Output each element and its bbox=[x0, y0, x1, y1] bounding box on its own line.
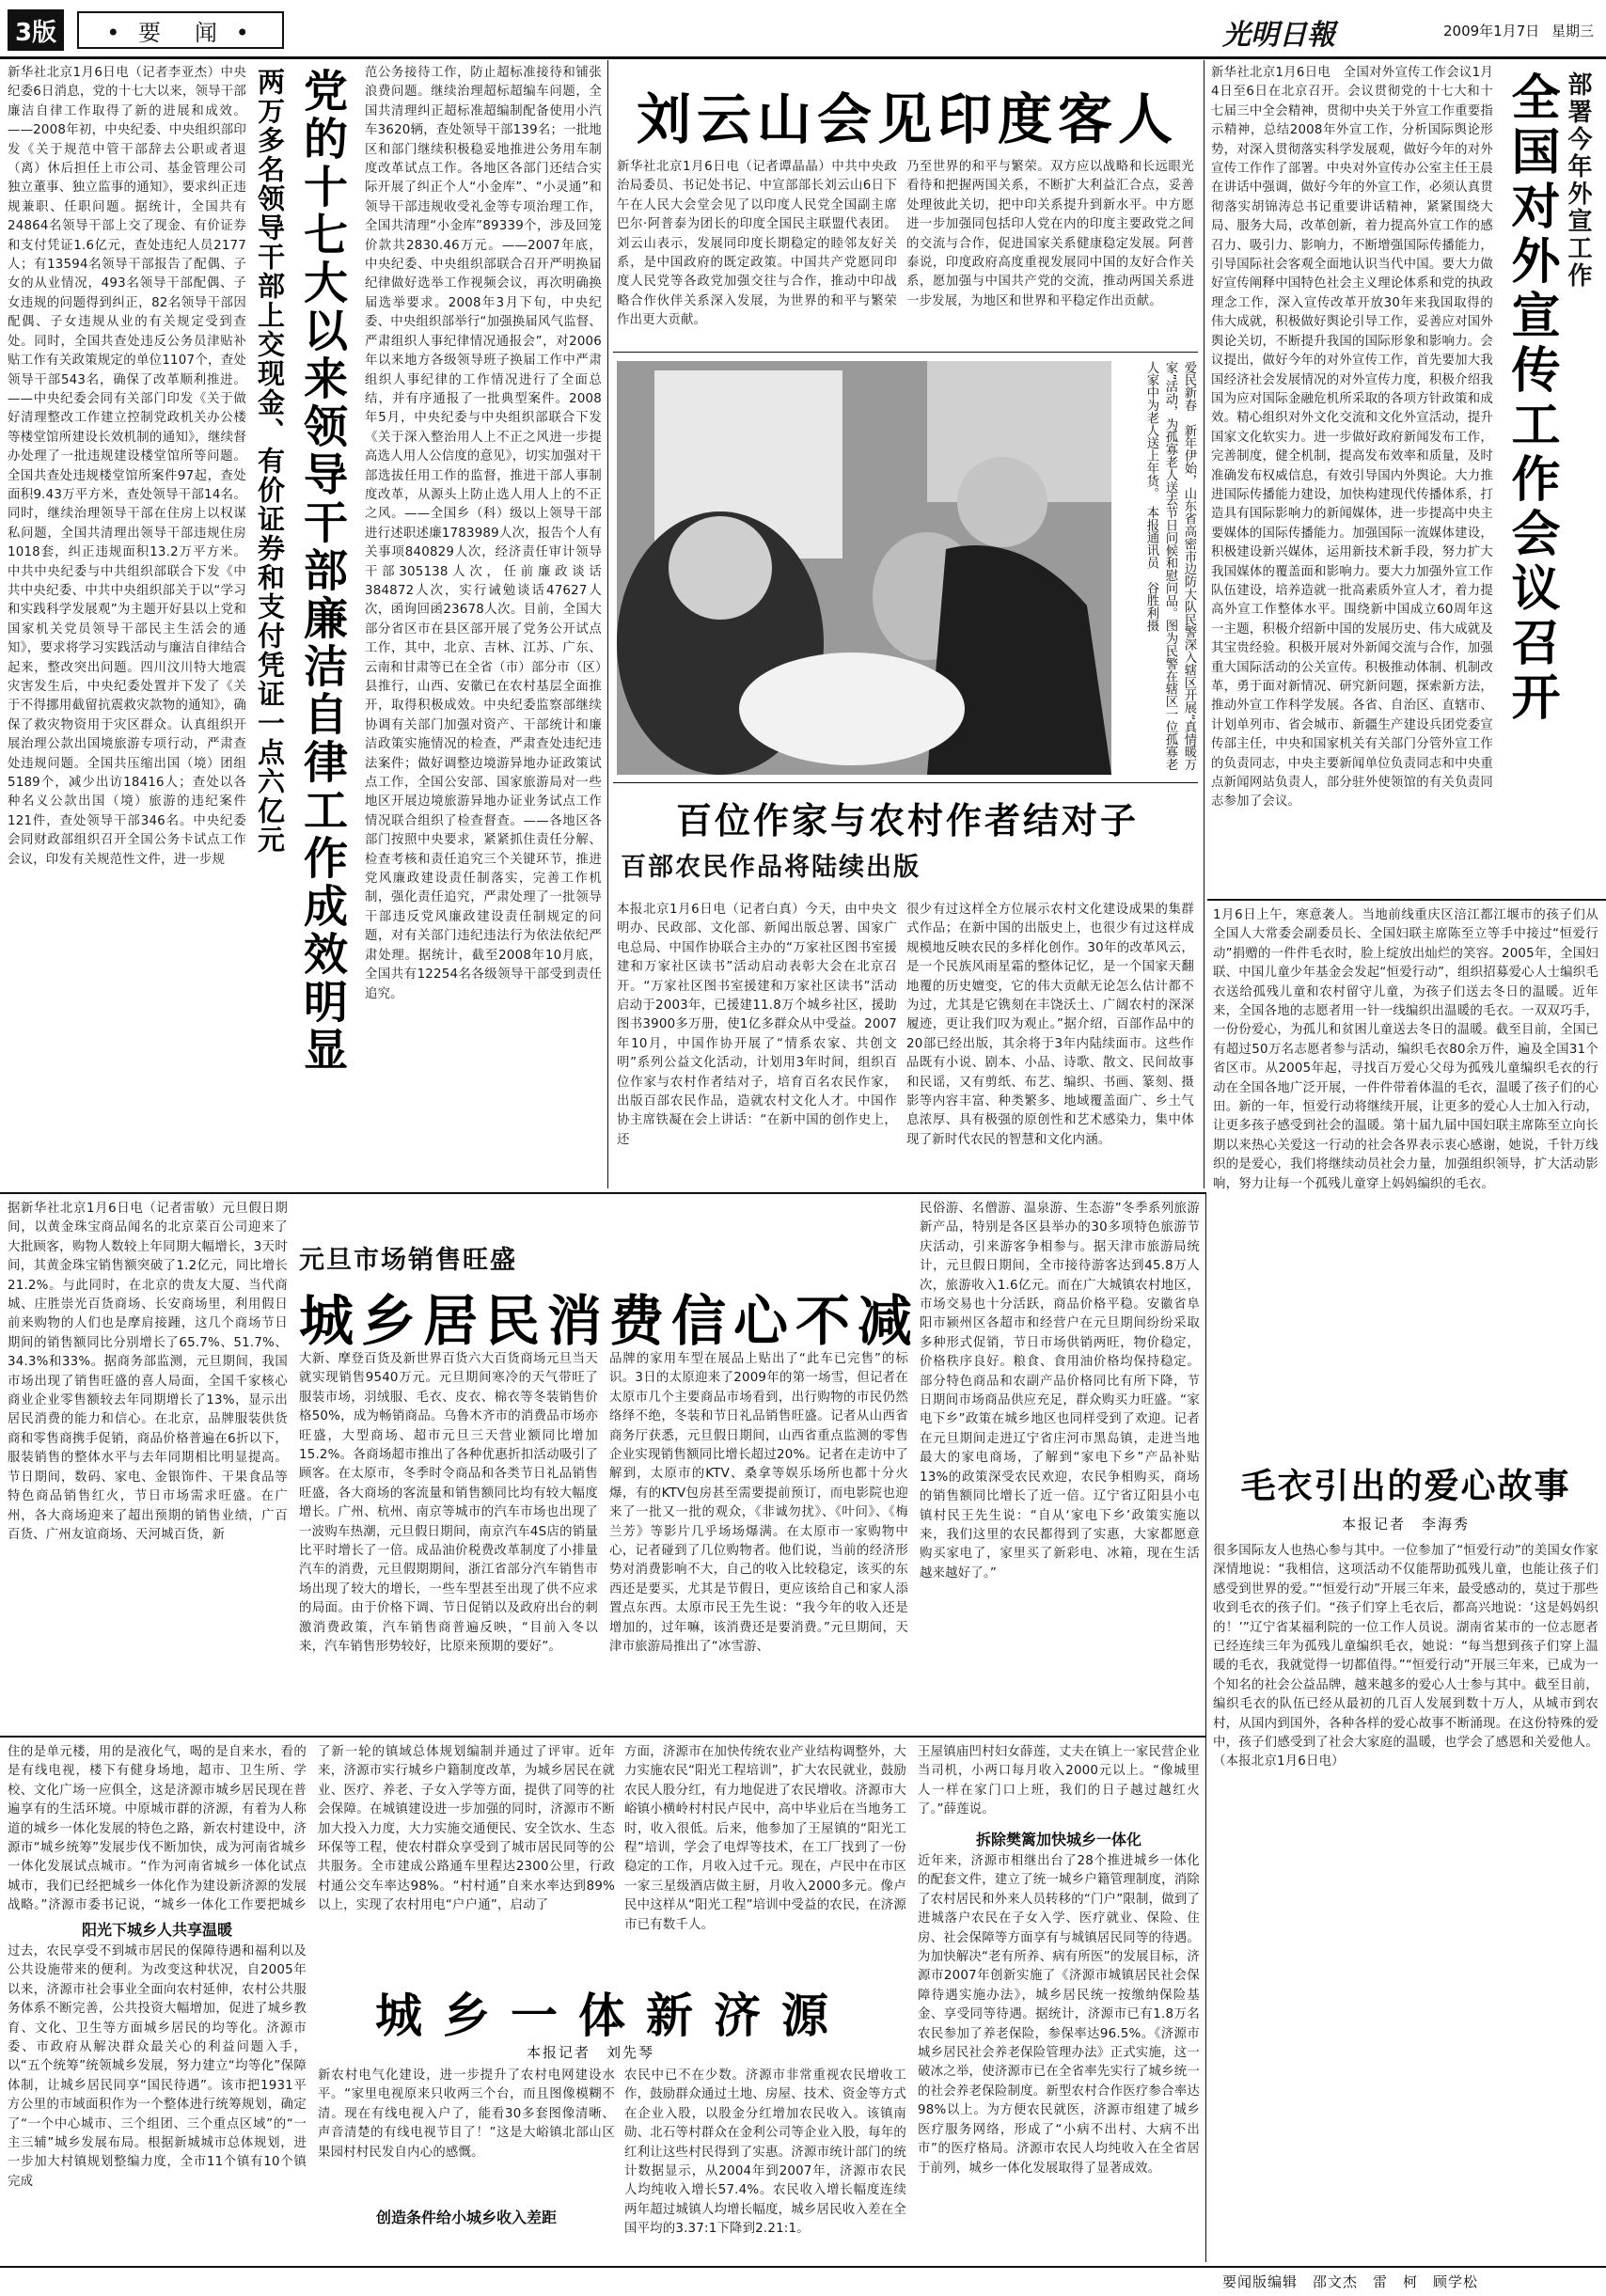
sweater-byline: 本报记者 李海秀 bbox=[1341, 1516, 1470, 1533]
writers-top-rule bbox=[613, 782, 1198, 783]
jiyuan-subhead-3: 创造条件给小城乡收入差距 bbox=[375, 2209, 557, 2226]
jiyuan-col4: 王屋镇庙凹村妇女薛莲，丈夫在镇上一家民营企业当司机，小两口每月收入2000元以上。“像城里人一样在家门口上班，我们的日子越过越红火了。”薛莲说。 bbox=[918, 1745, 1200, 1817]
spending-headline: 城乡居民消费信心不减 bbox=[299, 1289, 921, 1353]
publicity-bottom-rule bbox=[1207, 899, 1606, 901]
col-divider-3 bbox=[1205, 1192, 1206, 2262]
jiyuan-col1: 住的是单元楼，用的是液化气，喝的是自来水，看的是有线电视，楼下有健身场地，超市、卫生所、学校、文化广场一应俱全，这是济源市城乡居民现在普遍享有的生活环境。中原城市群的济源，有着为人称道的城乡一体化发展的特色之路，新农村建设中，济源市“城乡统筹”发展步伐不断加快，成为河南省城乡一体化发展试点城市。“作为河南省城乡一体化试点城市，我们已经把城乡一体化作为建设新济源的发展战略。”济源市委书记说，“城乡一体化工作要把城乡 bbox=[8, 1745, 307, 1912]
lian-col2: 范公务接待工作，防止超标准接待和铺张浪费问题。继续治理超标超编车问题，全国共清理纠正超标准超编制配备使用小汽车3620辆，查处领导干部139名；一批地区和部门继续积极稳妥地推进公务用车制度改革试点工作。各地区各部门还结合实际开展了纠正个人“小金库”、“小灵通”和领导干部违规收受礼金等专项治理工作，全国共清理“小金库”89339个，涉及回笼价款共2830.46万元。——2007年底，中央纪委、中央组织部联合召开严明换届纪律做好选举工作视频会议，再次明确换届选举要求。2008年3月下旬，中央纪委、中央组织部举行“加强换届风气监督、严肃组织人事纪律情况通报会”，对2006年以来地方各级领导班子换届工作中严肃组织人事纪律的工作情况进行了全面总结，并有序通报了一批典型案件。2008年5月，中央纪委与中央组织部联合下发《关于深入整治用人上不正之风进一步提高选人用人公信度的意见》，切实加强对干部选拔任用工作的监督，推进干部人事制度改革，从源头上防止选人用人上的不正之风。——全国乡（科）级以上领导干部进行述职述廉1783989人次，报告个人有关事项840829人次，经济责任审计领导干部305138人次，任前廉政谈话384872人次，实行诫勉谈话47627人次，函询回函23678人次。目前，全国大部分省区市在县区部开展了党务公开试点工作，其中，北京、吉林、江苏、广东、云南和甘肃等已在全省（市）部分市（区）县推行，山西、安徽已在农村基层全面推开，取得积极成效。中央纪委监察部继续协调有关部门加强对资产、干部统计和廉洁政策实施情况的检查，严肃查处违纪违法案件；做好调整边境游异地办证政策试点工作，全国公安部、国家旅游局对一些地区开展边境旅游异地办证业务试点工作情况联合组织了检查督查。——各地区各部门按照中央要求，紧紧抓住责任分解、检查考核和责任追究三个关键环节，推进党风廉政建设责任制落实，完善工作机制，强化责任追究，严肃处理了一批领导干部违反党风廉政建设责任制规定的问题，对有关部门违纪违法行为依法依纪严肃处理。据统计，截至2008年10月底，全国共有12254名各级领导干部受到责任追究。 bbox=[365, 66, 602, 1001]
jiyuan-col4b: 近年来，济源市相继出台了28个推进城乡一体化的配套文件，建立了统一城乡户籍管理制度，消除了农村居民和外来人员转移的“门户”限制，做到了进城落户农民在子女入学、医疗就业、保险、住房、社会保障等方面享有与城镇居民同等的待遇。为加快解决“老有所养、病有所医”的发展目标，济源市2007年创新实施了《济源市城镇居民社会保障待遇实施办法》，城乡居民统一按缴纳保险基金、享受同等待遇。据统计，济源市已有1.8万名农民参加了养老保险，参保率达96.5%。《济源市城乡居民社会养老保险管理办法》正式实施，这一破冰之举，使济源市已在全省率先实行了城乡统一的社会养老保险制度。新型农村合作医疗参合率达98%以上。为方便农民就医，济源市组建了城乡医疗服务网络，形成了“小病不出村、大病不出市”的医疗格局。济源市农民人均纯收入在全省居于前列，城乡一体化发展取得了显著成效。 bbox=[918, 1854, 1200, 2176]
news-photo bbox=[617, 361, 1111, 775]
jiyuan-byline: 本报记者 刘先琴 bbox=[527, 2044, 655, 2061]
spending-col1: 据新华社北京1月6日电（记者雷敏）元旦假日期间，以黄金珠宝商品闻名的北京菜百公司迎来了大批顾客，购物人数较上年同期大幅增长，3天时间，其黄金珠宝销售额突破了1.2亿元，同比增长21.2%。与此同时，在北京的贵友大厦、当代商城、庄胜崇光百货商场、长安商场里，利用假日前来购物的人们也是摩肩接踵，这几个商场节日期间的销售额同比分别增长了65.7%、51.7%、34.3%和33%。据商务部监测，元旦期间，我国市场出现了销售旺盛的喜人局面，全国千家核心商业企业零售额较去年同期增长了13%，显示出居民消费的能力和信心。在北京，品牌服装供货商和零售商携手促销，商品价格普遍在6折以下，服装销售的整体水平与去年同期相比明显提高。节日期间，数码、家电、金银饰件、干果食品等特色商品销售红火，节日市场需求旺盛。在广州，各大商场迎来了超出预期的销售业绩，广百百货、广州友谊商场、天河城百货，新 bbox=[8, 1202, 288, 1542]
jiyuan-col2: 了新一轮的镇域总体规划编制并通过了评审。近年来，济源市实行城乡户籍制度改革，为城乡居民在就业、医疗、养老、子女入学等方面，提供了同等的社会保障。在城镇建设进一步加强的同时，济源市不断加大投入力度，大力实施交通便民、安全饮水、生态环保等工程，使农村群众享受到了城市居民同等的公共服务。全市建成公路通车里程达2300公里，行政村通公交车率达98%。“村村通”自来水率达到89%以上，实现了农村用电“户户通”，启动了 bbox=[318, 1745, 615, 1913]
footer-rule bbox=[0, 2266, 1606, 2268]
issue-date: 2009年1月7日 bbox=[1443, 23, 1540, 39]
jiyuan-headline: 城乡一体新济源 bbox=[375, 1989, 849, 2043]
col-divider-1 bbox=[607, 60, 608, 1188]
sweater-headline: 毛衣引出的爱心故事 bbox=[1240, 1466, 1571, 1506]
photo-illustration bbox=[617, 361, 1111, 775]
spending-col2: 大新、摩登百货及新世界百货六大百货商场元旦当天就实现销售9540万元。元旦期间寒冷的天气带旺了服装市场，羽绒服、毛衣、皮衣、棉衣等冬装销售价格50%，成为畅销商品。乌鲁木齐市的消费品市场亦旺盛，大型商场、超市元旦三天营业额同比增加15.2%。各商场超市推出了各种优惠折扣活动吸引了顾客。在太原市，冬季时令商品和各类节日礼品销售旺盛，各大商场的客流量和销售额同比均有较大幅度增长。广州、杭州、南京等城市的汽车市场也出现了一波购车热潮，元旦假日期间，南京汽车4S店的销量比平时增长了一倍。成品油价税费改革制度了小排量汽车的消费，元旦假期期间，浙江省部分汽车销售市场出现了较大的增长，一些车型甚至出现了供不应求的局面。由于价格下调、节日促销以及政府出台的刺激消费政策，汽车销售商普遍反映，“目前入冬以来，汽车销售形势较好，比原来预期的要好”。 bbox=[299, 1352, 598, 1655]
publicity-kicker: 部署今年外宣工作 bbox=[1564, 71, 1592, 290]
writers-subheadline: 百部农民作品将陆续出版 bbox=[621, 853, 921, 882]
publicity-body: 新华社北京1月6日电 全国对外宣传工作会议1月4日至6日在北京召开。会议贯彻党的十七大和十七届三中全会精神，贯彻中央关于外宣工作重要指示精神，总结2008年外宣工作，分析国际舆论形势，对深入贯彻落实科学发展观，做好今年的对外宣传工作作了部署。中央对外宣传办公室主任王晨在讲话中强调，做好今年的外宣工作，必须认真贯彻落实胡锦涛总书记重要讲话精神，紧紧围绕大局、服务大局，改革创新，着力提高外宣工作的感召力、吸引力、影响力，不断增强国际传播能力，引导国际社会客观全面地认识当代中国。要大力做好宣传阐释中国特色社会主义理论体系和党的执政理念工作，深入宣传改革开放30年来我国取得的伟大成就，积极做好舆论引导工作，妥善应对国外舆论关切，不断提升我国的国际形象和影响力。会议提出，做好今年的对外宣传工作，首先要加大我国经济社会发展情况的对外宣传力度，积极介绍我国为应对国际金融危机所采取的各项方针政策和成效。精心组织对外文化交流和文化外宣活动，提升国家文化软实力。进一步做好政府新闻发布工作，完善制度，健全机制，提高发布效率和质量，及时准确发布权威信息，有效引导国内外舆论。大力推进国际传播能力建设，加快构建现代传播体系，打造具有国际影响力的新闻媒体，进一步提高中央主要媒体的国际传播能力。加强国际一流媒体建设，积极建设新兴媒体，运用新技术新手段，努力扩大我国媒体的覆盖面和影响力。要大力加强外宣工作队伍建设，培养造就一批高素质外宣人才，着力提高外宣工作整体水平。围绕新中国成立60周年这一主题，积极介绍新中国的发展历史、伟大成就及其宝贵经验。积极开展对外新闻交流与合作，加强重大国际活动的公关宣传。积极推动体制、机制改革，勇于面对新情况、研究新问题，探索新方法，推动外宣工作科学发展。各省、自治区、直辖市、计划单列市、省会城市、新疆生产建设兵团党委宣传部主任，中央和国家机关有关部门分管外宣工作的负责同志，中央主要新闻单位负责同志和中央重点新闻网站负责人，部分驻外使领馆的有关负责同志参加了会议。 bbox=[1211, 66, 1493, 810]
spending-col4: 民俗游、名僧游、温泉游、生态游”冬季系列旅游新产品，特别是各区县举办的30多项特色旅游节庆活动，引来游客争相参与。据天津市旅游局统计，元旦假日期间，全市接待游客达到45.8万人次，旅游收入1.6亿元。而在广大城镇农村地区，市场交易也十分活跃，商品价格平稳。安徽省阜阳市颍州区各超市和经营户在元旦期间纷纷采取多种形式促销，节日市场供销两旺，物价稳定，价格秩序良好。粮食、食用油价格均保持稳定。部分特色商品和农副产品价格同比有所下降，节日期间市场商品供应充足，群众购买力旺盛。“家电下乡”政策在城乡地区也同样受到了欢迎。记者在元旦期间走进辽宁省庄河市黑岛镇，走进当地最大的家电商场，了解到“家电下乡”产品补贴13%的政策深受农民欢迎，农民争相购买，商场的销售额同比增长了近一倍。辽宁省辽阳县小屯镇村民王先生说：“自从‘家电下乡’政策实施以来，我们这里的农民都得到了实惠，大家都愿意购买家电了，家里买了新彩电、冰箱，现在生活越来越好了。” bbox=[920, 1202, 1200, 1580]
jiyuan-col2b: 新农村电气化建设，进一步提升了农村电网建设水平。“家里电视原来只收两三个台，而且图像模糊不清。现在有线电视入户了，能看30多套图像清晰、声音清楚的有线电视节目了！”这是大峪镇北部山区果园村村民发自内心的感慨。 bbox=[318, 2068, 615, 2160]
jiyuan-subhead-1: 阳光下城乡人共享温暖 bbox=[81, 1921, 232, 1939]
footer-editors: 要闻版编辑 邵文杰 雷 柯 顾学松 bbox=[1222, 2273, 1479, 2290]
liu-headline: 刘云山会见印度客人 bbox=[636, 87, 1178, 151]
spending-top-rule bbox=[0, 1192, 1205, 1194]
liu-col1: 新华社北京1月6日电（记者谭晶晶）中共中央政治局委员、书记处书记、中宣部部长刘云山6日下午在人民大会堂会见了以印度人民党全国副主席巴尔·阿普泰为团长的印度全国民主联盟代表团。刘云山表示，发展同印度长期稳定的睦邻友好关系，是中国政府的既定政策。中国共产党愿同印度人民党等各政党加强交往与合作，推动中印战略合作伙伴关系深入发展，为世界的和平与繁荣作出更大贡献。 bbox=[617, 160, 897, 328]
liu-col2: 乃至世界的和平与繁荣。双方应以战略和长远眼光看待和把握两国关系，不断扩大利益汇合点，妥善处理彼此关切，把中印关系提升到新水平。中方愿进一步加强同包括印人党在内的印度主要政党之间的交流与合作，促进国家关系健康稳定发展。阿普泰说，印度政府高度重视发展同中国的友好合作关系，愿加强与中国共产党的交流，推动两国关系进一步发展，为地区和世界和平稳定作出贡献。 bbox=[906, 160, 1194, 308]
publicity-headline: 全国对外宣传工作会议召开 bbox=[1503, 71, 1559, 726]
lian-col1: 新华社北京1月6日电（记者李亚杰）中央纪委6日消息，党的十七大以来，领导干部廉洁自律工作取得了新的进展和成效。——2008年初，中央纪委、中央组织部印发《关于规范中管干部辞去公职或者退（离）休后担任上市公司、基金管理公司独立董事、独立监事的通知》，要求纠正违规兼职、任职问题。据统计，全国共有24864名领导干部上交了现金、有价证券和支付凭证1.6亿元，查处违纪人员2177人；有13594名领导干部报告了配偶、子女的从业情况，493名领导干部配偶、子女违规的问题得到纠正，82名领导干部因配偶、子女违规从业的有关规定受到查处。同时，全国共查处违反公务员津贴补贴工作有关政策规定的单位1107个，查处领导干部543名，确保了改革顺利推进。——中央纪委会同有关部门印发《关于做好清理整改工作建立控制党政机关办公楼等楼堂馆所建设长效机制的通知》，继续督办处理了一批违规建设楼堂馆所等问题。全国共查处违规楼堂馆所案件97起，查处面积9.43万平方米，查处领导干部14名。同时，继续治理领导干部在住房上以权谋私问题，全国共清理出领导干部违规住房1018套，纠正违规面积13.2万平方米。中共中央纪委与中共组织部联合下发《中共中央纪委、中共中央组织部关于以“学习和实践科学发展观”为主题开好县以上党和国家机关党员领导干部民主生活会的通知》，要求将学习实践活动与廉洁自律结合起来，整改突出问题。四川汶川特大地震灾害发生后，中央纪委处置并下发了《关于不得挪用截留抗震救灾款物的通知》，确保了救灾物资用于灾区群众。认真组织开展治理公款出国境旅游专项行动，严肃查处违规问题。全国共压缩出国（境）团组5189个，减少出访18416人；查处以各种名义公款出国（境）旅游的违纪案件121件，查处领导干部346名。中央纪委会同财政部组织召开全国公务卡试点工作会议，印发有关规范性文件，进一步规 bbox=[8, 66, 246, 867]
sweater-bottom-text: 很多国际友人也热心参与其中。一位参加了“恒爱行动”的美国女作家深情地说：“我相信，这项活动不仅能帮助孤残儿童，也能让孩子们感受到世界的爱。”“恒爱行动”开展三年来，最受感动的，莫过于那些收到毛衣的孩子们。“孩子们穿上毛衣后，都高兴地说：‘这是妈妈织的！’”辽宁省某福利院的一位工作人员说。湖南省某市的一位志愿者已经连续三年为孤残儿童编织毛衣，她说：“每当想到孩子们穿上温暖的毛衣，我就觉得一切都值得。”“恒爱行动”开展三年来，已成为一个知名的社会公益品牌，越来越多的爱心人士参与其中。截至目前，编织毛衣的队伍已经从最初的几百人发展到数十万人，从城市到农村，从国内到国外，各种各样的爱心故事不断涌现。在这份特殊的爱中，孩子们感受到了社会大家庭的温暖，也学会了感恩和关爱他人。（本报北京1月6日电） bbox=[1213, 1544, 1598, 1769]
jiyuan-subhead-2: 拆除樊篱加快城乡一体化 bbox=[975, 1831, 1142, 1848]
lian-headline: 党的十七大以来领导干部廉洁自律工作成效明显 bbox=[296, 68, 348, 1075]
liu-bottom-rule bbox=[613, 352, 1198, 353]
spending-col3: 品牌的家用车型在展品上贴出了“此车已完售”的标识。3日的太原迎来了2009年的第一场雪，但记者在太原市几个主要商品市场看到，出行购物的市民仍然络绎不绝，冬装和节日礼品销售旺盛。记者从山西省商务厅获悉，元旦假日期间，山西省重点监测的零售企业实现销售额同比增长超过20%。记者在走访中了解到，太原市的KTV、桑拿等娱乐场所也都十分火爆，有的KTV包房甚至需要提前预订，而电影院也迎来了一批又一批的观众，《非诚勿扰》、《叶问》、《梅兰芳》等影片几乎场场爆满。在太原市一家购物中心，记者碰到了几位购物者。他们说，当前的经济形势对消费影响不大，自己的收入比较稳定，该买的东西还是要买，尤其是节假日，更应该给自己和家人添置点东西。太原市民王先生说：“我今年的收入还是增加的，过年嘛，该消费还是要消费。”元旦期间，天津市旅游局推出了“冰雪游、 bbox=[609, 1352, 908, 1655]
spending-kicker: 元旦市场销售旺盛 bbox=[299, 1246, 517, 1275]
jiyuan-col3: 方面，济源市在加快传统农业产业结构调整外，大力实施农民“阳光工程培训”，扩大农民就业，鼓励农民人股分红，有力地促进了农民增收。济源市大峪镇小横岭村村民卢民中，高中毕业后在当地务工时，收入很低。后来，他参加了王屋镇的“阳光工程”培训，学会了电焊等技术，在工厂找到了一份稳定的工作，月收入过千元。现在，卢民中在市区一家三星级酒店做主厨，月收入2000多元。像卢民中这样从“阳光工程”培训中受益的农民，在济源市已有数千人。 bbox=[624, 1745, 906, 1932]
jiyuan-col3b: 农民中已不在少数。济源市非常重视农民增收工作，鼓励群众通过土地、房屋、技术、资金等方式在企业入股，以股金分红增加农民收入。该镇南勋、北石等村群众在金利公司等企业入股，每年的红利让这些村民得到了实惠。济源市统计部门的统计数据显示，从2004年到2007年，济源市农民人均纯收入增长57.4%。农民收入增长幅度连续两年超过城镇人均增长幅度，城乡居民收入差在全国平均的3.37:1下降到2.21:1。 bbox=[624, 2068, 906, 2237]
section-label: • 要 闻 • bbox=[77, 11, 284, 49]
jiyuan-top-rule bbox=[0, 1736, 1205, 1738]
paper-name: 光明日報 bbox=[1222, 19, 1335, 52]
writers-headline: 百位作家与农村作者结对子 bbox=[675, 800, 1139, 841]
photo-caption: 爱民新春 新年伊始，山东省高密市边防大队民警深入辖区开展“真情暖万家”活动，为孤寡老人送去节日问候和慰问品。图为民警在辖区一位孤寡老人家中为老人送上年货。 本报通讯员 谷胜利摄 bbox=[1144, 361, 1196, 771]
masthead-rule bbox=[0, 56, 1606, 59]
writers-col1: 本报北京1月6日电（记者白真）今天，由中央文明办、民政部、文化部、新闻出版总署、国家广电总局、中国作协联合主办的“万家社区图书室援建和万家社区读书”活动启动表彰大会在北京召开。“万家社区图书室援建和万家社区读书”活动启动于2003年，已援建11.8万个城乡社区，援助图书3900多万册，使1亿多群众从中受益。2007年10月，中国作协开展了“情系农家、共创文明”系列公益文化活动，计划用3年时间，组织百位作家与农村作者结对子，培育百名农民作家，出版百部农民作品，造就农村文化人才。中国作协主席铁凝在会上讲话：“在新中国的创作史上，还 bbox=[617, 903, 897, 1147]
writers-col2: 很少有过这样全方位展示农村文化建设成果的集群式作品；在新中国的出版史上，也很少有过这样成规模地反映农民的多样化创作。30年的改革风云，是一个民族风雨星霜的整体记忆，是一个国家天翻地覆的历史嬗变，它的伟大贡献无论怎么估计都不为过，尤其是它镌刻在丰饶沃土、广阔农村的深深履迹，更让我们叹为观止。”据介绍，百部作品中的20部已经出版，其余将于3年内陆续面市。这些作品既有小说、剧本、小品、诗歌、散文、民间故事和民谣，又有剪纸、布艺、编织、书画、篆刻、摄影等内容丰富、种类繁多、地域覆盖面广、乡土气息浓厚、具有极强的原创性和艺术感染力，集中体现了新时代农民的智慧和文化内涵。 bbox=[906, 903, 1194, 1147]
lian-subheadline: 两万多名领导干部上交现金、有价证券和支付凭证一点六亿元 bbox=[254, 68, 286, 855]
sweater-top-text: 1月6日上午，寒意袭人。当地前线重庆区涪江都江堰市的孩子们从全国人大常委会副委员长、全国妇联主席陈至立等手中接过“恒爱行动”捐赠的一件件毛衣时，脸上绽放出灿烂的笑容。2005年，全国妇联、中国儿童少年基金会发起“恒爱行动”，组织招募爱心人士编织毛衣送给孤残儿童和农村留守儿童，为孩子们送去冬日的温暖。近年来，全国各地的志愿者用一针一线编织出温暖的毛衣。一双双巧手，一份份爱心，为孤儿和贫困儿童送去冬日的温暖。截至目前，全国已有超过50万名志愿者参与活动，编织毛衣80余万件，遍及全国31个省区市。从2005年起，寻找百万爱心父母为孤残儿童编织毛衣的行动在全国各地广泛开展，一件件带着体温的毛衣，温暖了孩子们的心田。新的一年，恒爱行动将继续开展，让更多的爱心人士加入行动，让更多孩子感受到社会的温暖。第十届九届中国妇联主席陈至立向长期以来热心关爱这一行动的社会各界表示衷心感谢，她说，千针万线织的是爱心，我们将继续动员社会力量，加强组织领导，扩大活动影响，努力让每一个孤残儿童穿上妈妈编织的毛衣。 bbox=[1213, 908, 1598, 1191]
page-number-badge: 3版 bbox=[8, 9, 64, 51]
issue-weekday: 星期三 bbox=[1551, 23, 1595, 39]
jiyuan-col1b: 过去，农民享受不到城市居民的保障待遇和福利以及公共设施带来的便利。为改变这种状况，自2005年以来，济源市社会事业全面向农村延伸，农村公共服务体系不断完善，公共投资大幅增加，促进了城乡教育、文化、卫生等方面城乡居民的均等化。济源市委、市政府从解决群众最关心的利益问题入手，以“五个统筹”统领城乡发展，努力建立“均等化”保障体制，让城乡居民同享“国民待遇”。该市把1931平方公里的市域面积作为一个整体进行统筹规划，确定了“一个中心城市、三个组团、三个重点区域”的“一主三辅”城乡发展布局。根据新城城市总体规划，进一步加大村镇规划整编力度，全市11个镇有10个镇完成 bbox=[8, 1944, 307, 2189]
